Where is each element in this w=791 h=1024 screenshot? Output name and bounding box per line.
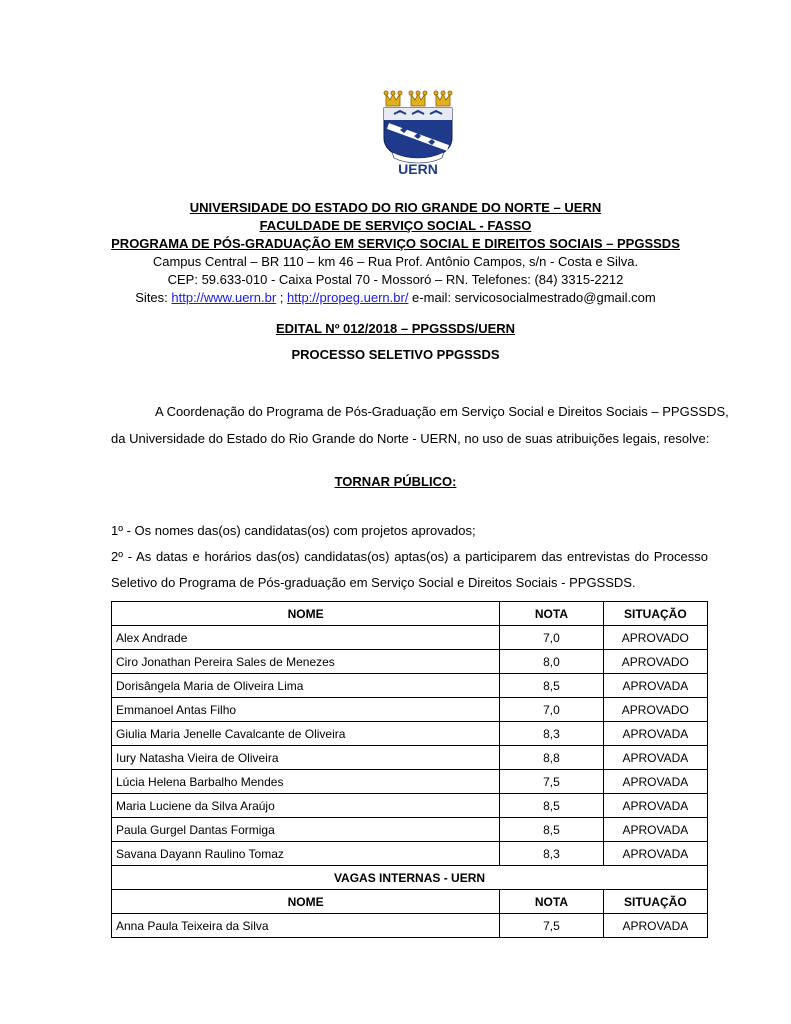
cell-nota: 7,0 — [500, 698, 603, 722]
table-row — [112, 818, 708, 842]
cell-nome: Alex Andrade — [112, 626, 500, 650]
cell-nome: Emmanoel Antas Filho — [112, 698, 500, 722]
header-nota: NOTA — [500, 602, 603, 626]
header-nota: NOTA — [500, 890, 603, 914]
section-row — [112, 866, 708, 890]
header-program: PROGRAMA DE PÓS-GRADUAÇÃO EM SERVIÇO SOCIAL E DIREITOS SOCIAIS – PPGSSDS — [111, 236, 680, 251]
cell-situacao: APROVADA — [603, 842, 707, 866]
table-row — [112, 650, 708, 674]
cell-situacao: APROVADA — [603, 794, 707, 818]
logo-wordmark: UERN — [398, 161, 438, 176]
sites-label: Sites: — [135, 290, 172, 305]
cell-nota: 8,8 — [500, 746, 603, 770]
item-2-line-1: 2º - As datas e horários das(os) candidatas(os) aptas(os) a participarem das entrevistas do Processo — [111, 549, 708, 564]
cell-situacao: APROVADA — [603, 722, 707, 746]
cell-situacao: APROVADA — [603, 746, 707, 770]
uern-logo — [374, 90, 462, 176]
table-row — [112, 674, 708, 698]
site-link-propeg[interactable]: http://propeg.uern.br/ — [287, 290, 409, 305]
item-2-line-2: Seletivo do Programa de Pós-graduação em Serviço Social e Direitos Sociais - PPGSSDS. — [111, 575, 636, 590]
table-row — [112, 914, 708, 938]
cell-nota: 8,3 — [500, 842, 603, 866]
header-situacao: SITUAÇÃO — [603, 602, 707, 626]
tornar-publico-heading: TORNAR PÚBLICO: — [334, 474, 457, 489]
cell-nome: Giulia Maria Jenelle Cavalcante de Oliveira — [112, 722, 500, 746]
cell-nome: Lúcia Helena Barbalho Mendes — [112, 770, 500, 794]
cell-situacao: APROVADA — [603, 770, 707, 794]
edital-title: EDITAL Nº 012/2018 – PPGSSDS/UERN — [275, 321, 516, 336]
table-row — [112, 698, 708, 722]
table-row — [112, 842, 708, 866]
cell-situacao: APROVADO — [603, 650, 707, 674]
cell-nome: Iury Natasha Vieira de Oliveira — [112, 746, 500, 770]
table-row — [112, 722, 708, 746]
cell-situacao: APROVADA — [603, 914, 707, 938]
header-address: Campus Central – BR 110 – km 46 – Rua Prof. Antônio Campos, s/n - Costa e Silva. — [152, 254, 639, 269]
site-link-uern[interactable]: http://www.uern.br — [171, 290, 277, 305]
header-faculty: FACULDADE DE SERVIÇO SOCIAL - FASSO — [259, 218, 532, 233]
cell-nota: 8,5 — [500, 794, 603, 818]
header-contact: CEP: 59.633-010 - Caixa Postal 70 - Mossoró – RN. Telefones: (84) 3315-2212 — [167, 272, 624, 287]
cell-situacao: APROVADO — [603, 626, 707, 650]
cell-nome: Savana Dayann Raulino Tomaz — [112, 842, 500, 866]
table-row — [112, 794, 708, 818]
header-university: UNIVERSIDADE DO ESTADO DO RIO GRANDE DO NORTE – UERN — [189, 200, 602, 215]
cell-nota: 8,5 — [500, 818, 603, 842]
processo-title: PROCESSO SELETIVO PPGSSDS — [291, 347, 500, 362]
cell-nome: Anna Paula Teixeira da Silva — [112, 914, 500, 938]
cell-nota: 8,5 — [500, 674, 603, 698]
crown-icon — [409, 91, 427, 106]
header-nome: NOME — [112, 890, 500, 914]
cell-nota: 8,3 — [500, 722, 603, 746]
sites-separator: ; — [276, 290, 288, 305]
email-text: e-mail: servicosocialmestrado@gmail.com — [408, 290, 656, 305]
header-sites — [0, 289, 791, 307]
table-row — [112, 770, 708, 794]
table-row — [112, 746, 708, 770]
crown-icon — [434, 91, 452, 106]
cell-situacao: APROVADO — [603, 698, 707, 722]
cell-nota: 8,0 — [500, 650, 603, 674]
cell-situacao: APROVADA — [603, 818, 707, 842]
cell-situacao: APROVADA — [603, 674, 707, 698]
table-row — [112, 626, 708, 650]
cell-nota: 7,5 — [500, 770, 603, 794]
intro-line-1: A Coordenação do Programa de Pós-Graduação em Serviço Social e Direitos Sociais – PPGSSDS, — [155, 404, 729, 419]
table-header-row — [112, 890, 708, 914]
item-1: 1º - Os nomes das(os) candidatas(os) com projetos aprovados; — [111, 523, 476, 538]
cell-nome: Paula Gurgel Dantas Formiga — [112, 818, 500, 842]
results-table — [111, 601, 708, 938]
cell-nome: Ciro Jonathan Pereira Sales de Menezes — [112, 650, 500, 674]
cell-nota: 7,0 — [500, 626, 603, 650]
cell-nome: Dorisângela Maria de Oliveira Lima — [112, 674, 500, 698]
header-nome: NOME — [112, 602, 500, 626]
cell-nota: 7,5 — [500, 914, 603, 938]
header-situacao: SITUAÇÃO — [603, 890, 707, 914]
table-header-row — [112, 602, 708, 626]
section-title-vagas-internas: VAGAS INTERNAS - UERN — [112, 866, 708, 890]
shield-icon — [384, 108, 452, 163]
crown-icon — [384, 91, 402, 106]
cell-nome: Maria Luciene da Silva Araújo — [112, 794, 500, 818]
intro-line-2: da Universidade do Estado do Rio Grande do Norte - UERN, no uso de suas atribuições legais, resolve: — [111, 431, 710, 446]
